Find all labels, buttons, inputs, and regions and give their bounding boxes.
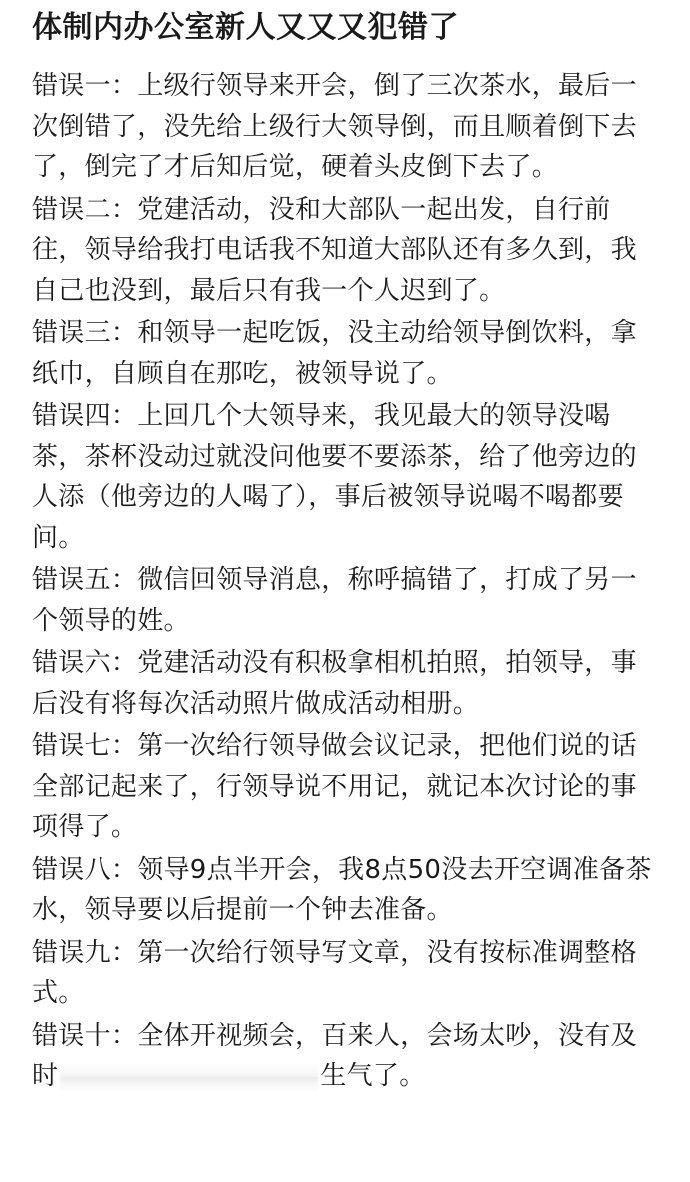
- mistake-6: 错误六：党建活动没有积极拿相机拍照，拍领导，事后没有将每次活动照片做成活动相册。: [32, 648, 637, 719]
- mistake-10-text-after: 生气了。: [320, 1061, 426, 1091]
- mistake-7: 错误七：第一次给行领导做会议记录，把他们说的话全部记起来了，行领导说不用记，就记本次讨论的事项得了。: [32, 731, 637, 842]
- mistake-8: 错误八：领导9点半开会，我8点50没去开空调准备茶水，领导要以后提前一个钟去准备。: [32, 854, 652, 925]
- mistake-10: [32, 1016, 658, 1097]
- mistake-3: 错误三：和领导一起吃饭，没主动给领导倒饮料，拿纸巾，自顾自在那吃，被领导说了。: [32, 318, 637, 389]
- redacted-blur: [60, 1062, 318, 1092]
- mistake-1: 错误一：上级行领导来开会，倒了三次茶水，最后一次倒错了，没先给上级行大领导倒，而且顺着倒下去了，倒完了才后知后觉，硬着头皮倒下去了。: [32, 71, 637, 182]
- mistake-5: 错误五：微信回领导消息，称呼搞错了，打成了另一个领导的姓。: [32, 565, 637, 636]
- mistake-4: 错误四：上回几个大领导来，我见最大的领导没喝茶，茶杯没动过就没问他要不要添茶，给了他旁边的人添（他旁边的人喝了），事后被领导说喝不喝都要问。: [32, 401, 637, 553]
- mistake-10-text-before: 错误十：全体开视频会，百来人，会场太吵，没有及时: [32, 1020, 637, 1091]
- mistake-2: 错误二：党建活动，没和大部队一起出发，自行前往，领导给我打电话我不知道大部队还有多久到，我自己也没到，最后只有我一个人迟到了。: [32, 194, 637, 306]
- page-title: 体制内办公室新人又又又犯错了: [32, 10, 459, 45]
- mistake-9: 错误九：第一次给行领导写文章，没有按标准调整格式。: [32, 937, 637, 1008]
